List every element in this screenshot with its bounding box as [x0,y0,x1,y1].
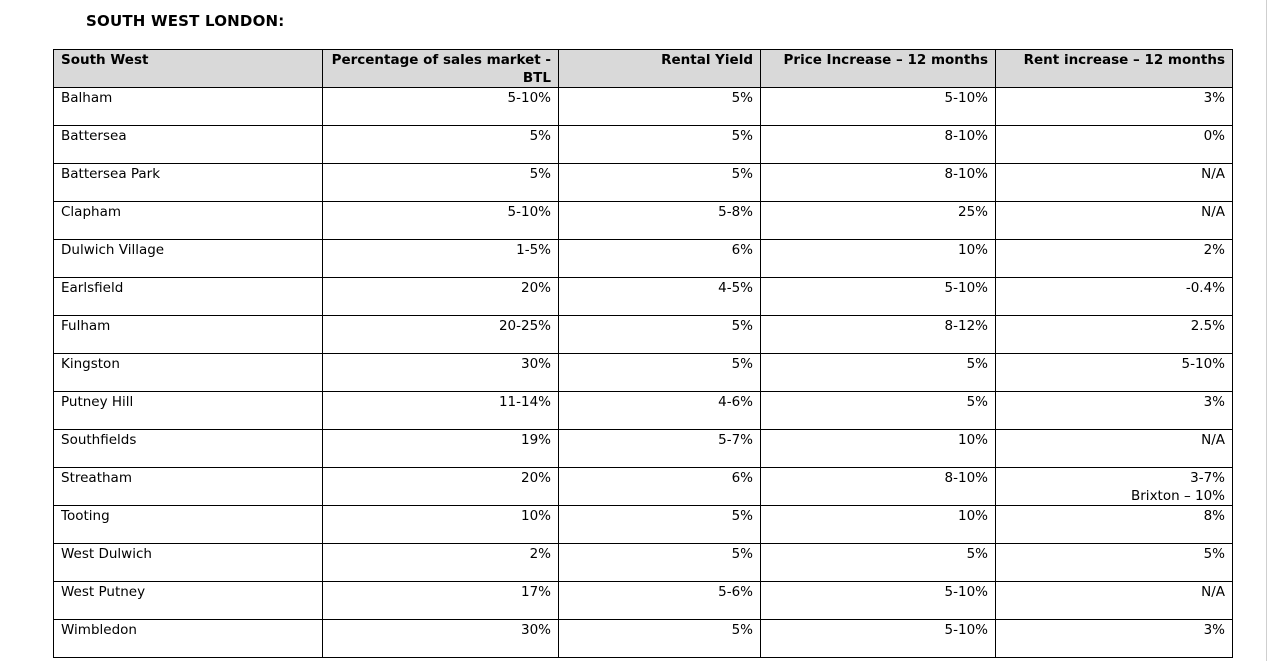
table-row [54,620,1233,658]
south-west-london-table [53,49,1233,658]
table-row [54,544,1233,582]
header-south-west: South West [54,50,323,88]
area-cell: Kingston [54,354,323,392]
rent-increase-cell: 2.5% [996,316,1233,354]
header-percentage-sales-btl: Percentage of sales market - BTL [323,50,559,88]
btl-share-cell: 30% [323,354,559,392]
area-cell: Wimbledon [54,620,323,658]
area-cell: West Dulwich [54,544,323,582]
price-increase-cell: 5-10% [761,582,996,620]
area-cell: Battersea Park [54,164,323,202]
area-cell: Balham [54,88,323,126]
table-row [54,582,1233,620]
price-increase-cell: 8-10% [761,164,996,202]
price-increase-cell: 5-10% [761,620,996,658]
rental-yield-cell: 5% [559,316,761,354]
rental-yield-cell: 5% [559,164,761,202]
area-cell: West Putney [54,582,323,620]
rent-increase-cell: -0.4% [996,278,1233,316]
rent-increase-cell: N/A [996,430,1233,468]
price-increase-cell: 10% [761,430,996,468]
price-increase-cell: 5-10% [761,278,996,316]
table-row [54,126,1233,164]
price-increase-cell: 10% [761,506,996,544]
rent-increase-cell: 0% [996,126,1233,164]
table-row [54,506,1233,544]
table-row [54,392,1233,430]
area-cell: Earlsfield [54,278,323,316]
table-body [54,88,1233,658]
rental-yield-cell: 5% [559,354,761,392]
table-row [54,354,1233,392]
table-row [54,164,1233,202]
btl-share-cell: 10% [323,506,559,544]
rent-increase-note: Brixton – 10% [1131,488,1225,504]
rental-yield-cell: 5% [559,620,761,658]
area-cell: Dulwich Village [54,240,323,278]
table-row [54,88,1233,126]
btl-share-cell: 1-5% [323,240,559,278]
rent-increase-cell: 3% [996,620,1233,658]
area-cell: Streatham [54,468,323,506]
btl-share-cell: 20% [323,278,559,316]
rent-increase-cell: 2% [996,240,1233,278]
rent-increase-cell [996,468,1233,506]
header-row [54,50,1233,88]
area-cell: Southfields [54,430,323,468]
area-cell: Putney Hill [54,392,323,430]
rental-yield-cell: 5-7% [559,430,761,468]
price-increase-cell: 8-10% [761,126,996,164]
btl-share-cell: 5% [323,164,559,202]
page-edge-divider [1266,0,1267,661]
table-row [54,202,1233,240]
price-increase-cell: 8-10% [761,468,996,506]
rental-yield-cell: 5-6% [559,582,761,620]
btl-share-cell: 5-10% [323,88,559,126]
rental-yield-cell: 5-8% [559,202,761,240]
rent-increase-cell: N/A [996,164,1233,202]
rent-increase-cell: 5% [996,544,1233,582]
btl-share-cell: 20-25% [323,316,559,354]
table-row [54,240,1233,278]
table-header [54,50,1233,88]
rental-yield-cell: 6% [559,468,761,506]
btl-share-cell: 17% [323,582,559,620]
header-price-increase: Price Increase – 12 months [761,50,996,88]
table-row [54,430,1233,468]
price-increase-cell: 5% [761,354,996,392]
header-rent-increase: Rent increase – 12 months [996,50,1233,88]
rental-yield-cell: 4-6% [559,392,761,430]
rent-increase-cell: N/A [996,202,1233,240]
rental-yield-cell: 5% [559,126,761,164]
rent-increase-value: 3-7% [1190,470,1225,486]
table-row [54,468,1233,506]
rent-increase-cell: N/A [996,582,1233,620]
price-increase-cell: 10% [761,240,996,278]
btl-share-cell: 20% [323,468,559,506]
rental-yield-cell: 5% [559,506,761,544]
table-row [54,278,1233,316]
btl-share-cell: 5% [323,126,559,164]
btl-share-cell: 2% [323,544,559,582]
area-cell: Fulham [54,316,323,354]
area-cell: Battersea [54,126,323,164]
btl-share-cell: 19% [323,430,559,468]
rental-yield-cell: 5% [559,88,761,126]
section-heading: SOUTH WEST LONDON: [86,12,285,30]
btl-share-cell: 11-14% [323,392,559,430]
rental-yield-cell: 4-5% [559,278,761,316]
rental-yield-cell: 5% [559,544,761,582]
header-rental-yield: Rental Yield [559,50,761,88]
area-cell: Clapham [54,202,323,240]
btl-share-cell: 5-10% [323,202,559,240]
rent-increase-cell: 3% [996,392,1233,430]
area-cell: Tooting [54,506,323,544]
price-increase-cell: 8-12% [761,316,996,354]
rental-yield-cell: 6% [559,240,761,278]
rent-increase-cell: 5-10% [996,354,1233,392]
price-increase-cell: 25% [761,202,996,240]
price-increase-cell: 5-10% [761,88,996,126]
rent-increase-cell: 8% [996,506,1233,544]
btl-share-cell: 30% [323,620,559,658]
price-increase-cell: 5% [761,544,996,582]
table-row [54,316,1233,354]
price-increase-cell: 5% [761,392,996,430]
rent-increase-cell: 3% [996,88,1233,126]
